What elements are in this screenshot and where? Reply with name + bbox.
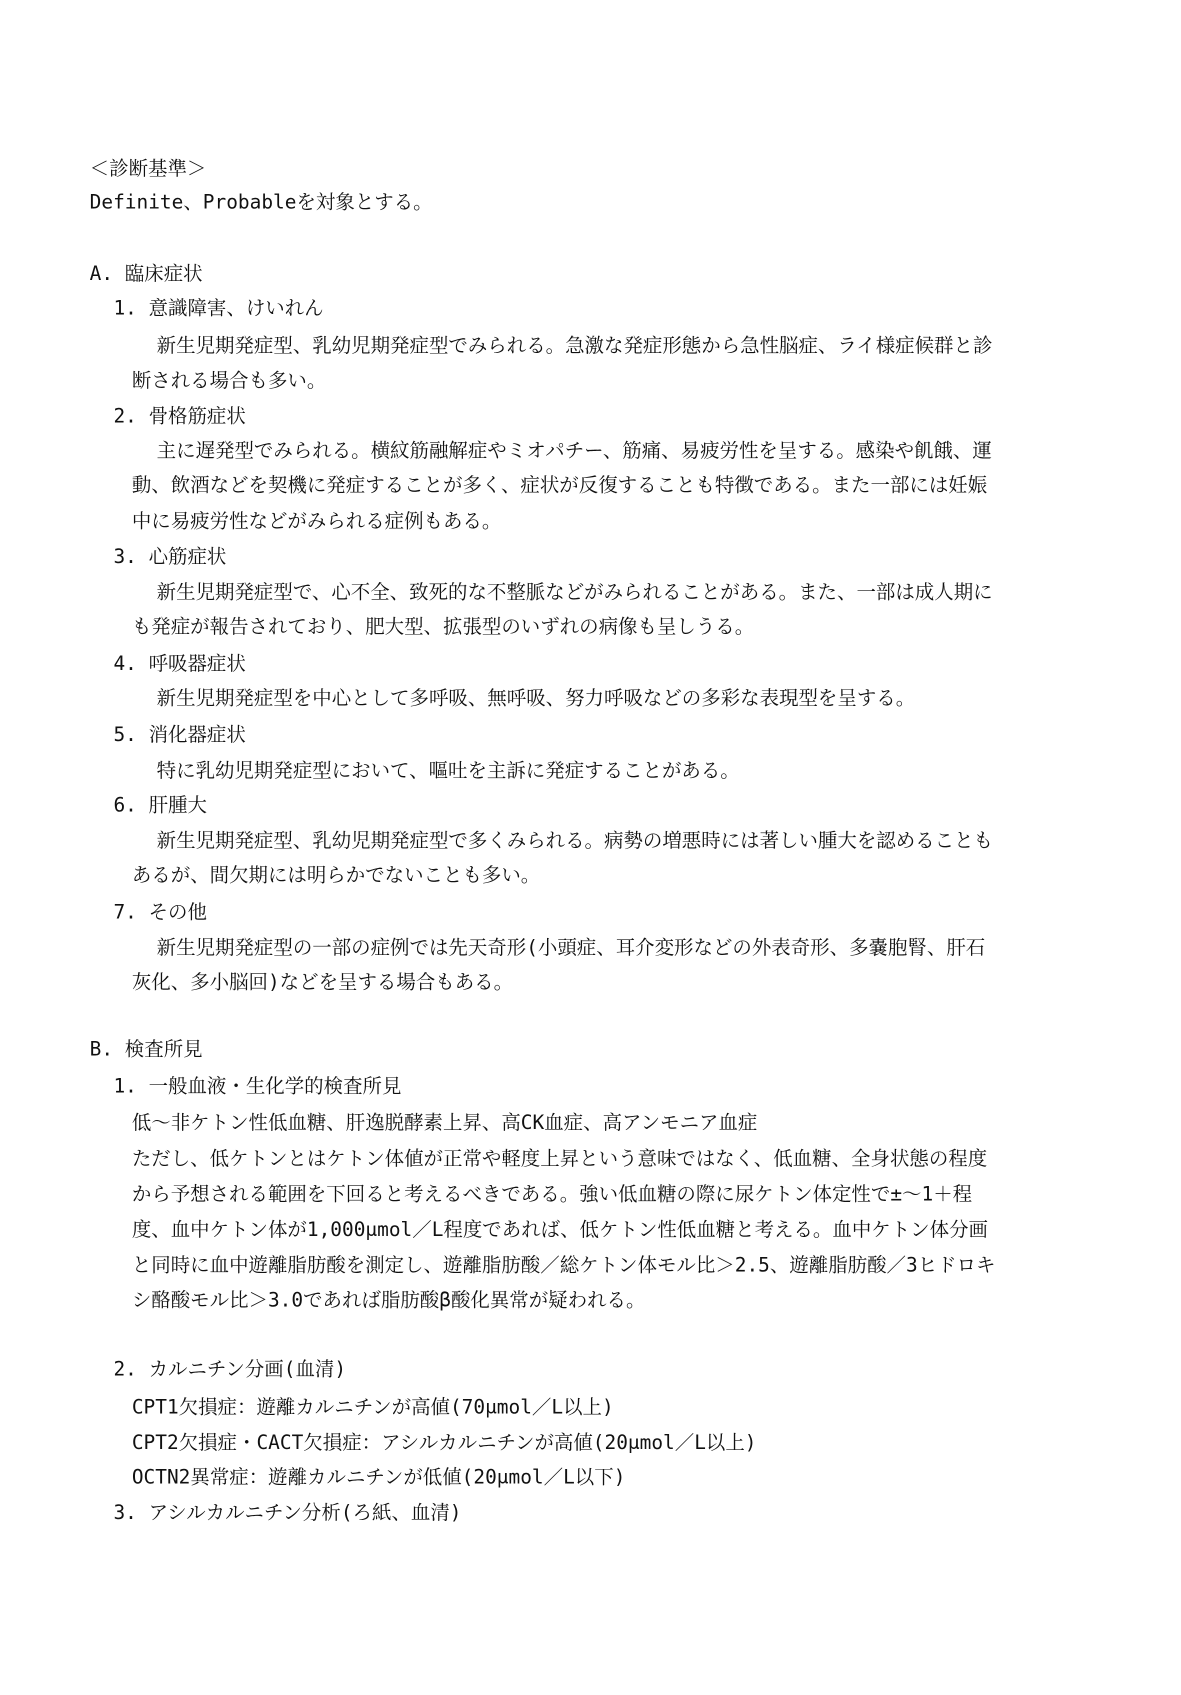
section-a-title: A. 臨床症状 <box>89 262 203 286</box>
paragraph-line: 中に易疲労性などがみられる症例もある。 <box>131 509 502 533</box>
item-title: 2. 骨格筋症状 <box>113 405 246 428</box>
paragraph-line: 低～非ケトン性低血糖、肝逸脱酵素上昇、高CK血症、高アンモニア血症 <box>131 1111 758 1135</box>
paragraph-line: 新生児期発症型で、心不全、致死的な不整脈などがみられることがある。また、一部は成人期に <box>156 581 993 604</box>
item-title: 1. 意識障害、けいれん <box>113 297 324 320</box>
item-title: 2. カルニチン分画(血清) <box>113 1358 347 1381</box>
item-title: 4. 呼吸器症状 <box>113 652 246 676</box>
paragraph-line: 新生児期発症型、乳幼児期発症型で多くみられる。病勢の増悪時には著しい腫大を認めることも <box>156 829 993 853</box>
diagnostic-criteria-heading: ＜診断基準＞ <box>89 157 207 181</box>
paragraph-line: 灰化、多小脳回)などを呈する場合もある。 <box>131 971 514 995</box>
section-b-title: B. 検査所見 <box>89 1038 203 1062</box>
paragraph-line: CPT1欠損症：遊離カルニチンが高値(70μmol／L以上) <box>131 1396 614 1419</box>
paragraph-line: 断される場合も多い。 <box>131 369 327 393</box>
paragraph-line: 主に遅発型でみられる。横紋筋融解症やミオパチー、筋痛、易疲労性を呈する。感染や飢餓、運 <box>156 439 992 463</box>
paragraph-line: も発症が報告されており、肥大型、拡張型のいずれの病像も呈しうる。 <box>131 615 755 639</box>
paragraph-line: OCTN2異常症：遊離カルニチンが低値(20μmol／L以下) <box>131 1466 626 1489</box>
paragraph-line: 動、飲酒などを契機に発症することが多く、症状が反復することも特徴である。また一部には妊娠 <box>131 474 988 498</box>
paragraph-line: から予想される範囲を下回ると考えるべきである。強い低血糖の際に尿ケトン体定性で±～1＋程 <box>131 1183 973 1206</box>
item-title: 5. 消化器症状 <box>113 723 246 747</box>
paragraph-line: シ酪酸モル比＞3.0であれば脂肪酸β酸化異常が疑われる。 <box>131 1289 646 1312</box>
item-title: 3. アシルカルニチン分析(ろ紙、血清) <box>113 1501 462 1525</box>
paragraph-line: あるが、間欠期には明らかでないことも多い。 <box>131 864 541 888</box>
paragraph-line: 新生児期発症型を中心として多呼吸、無呼吸、努力呼吸などの多彩な表現型を呈する。 <box>156 687 916 710</box>
intro-text: Definite、Probableを対象とする。 <box>89 191 433 214</box>
paragraph-line: 新生児期発症型、乳幼児期発症型でみられる。急激な発症形態から急性脳症、ライ様症候群と診 <box>156 334 993 358</box>
item-title: 7. その他 <box>113 901 207 924</box>
paragraph-line: 度、血中ケトン体が1,000μmol／L程度であれば、低ケトン性低血糖と考える。血中ケトン体分画 <box>131 1218 988 1242</box>
paragraph-line: 特に乳幼児期発症型において、嘔吐を主訴に発症することがある。 <box>156 759 740 783</box>
paragraph-line: ただし、低ケトンとはケトン体値が正常や軽度上昇という意味ではなく、低血糖、全身状態の程度 <box>131 1147 988 1171</box>
item-title: 1. 一般血液・生化学的検査所見 <box>113 1075 402 1098</box>
paragraph-line: と同時に血中遊離脂肪酸を測定し、遊離脂肪酸／総ケトン体モル比＞2.5、遊離脂肪酸／3ヒドロキ <box>131 1254 996 1278</box>
item-title: 3. 心筋症状 <box>113 545 227 569</box>
paragraph-line: 新生児期発症型の一部の症例では先天奇形(小頭症、耳介変形などの外表奇形、多嚢胞腎、肝石 <box>156 936 986 960</box>
item-title: 6. 肝腫大 <box>113 794 207 817</box>
paragraph-line: CPT2欠損症・CACT欠損症：アシルカルニチンが高値(20μmol／L以上) <box>131 1431 757 1455</box>
